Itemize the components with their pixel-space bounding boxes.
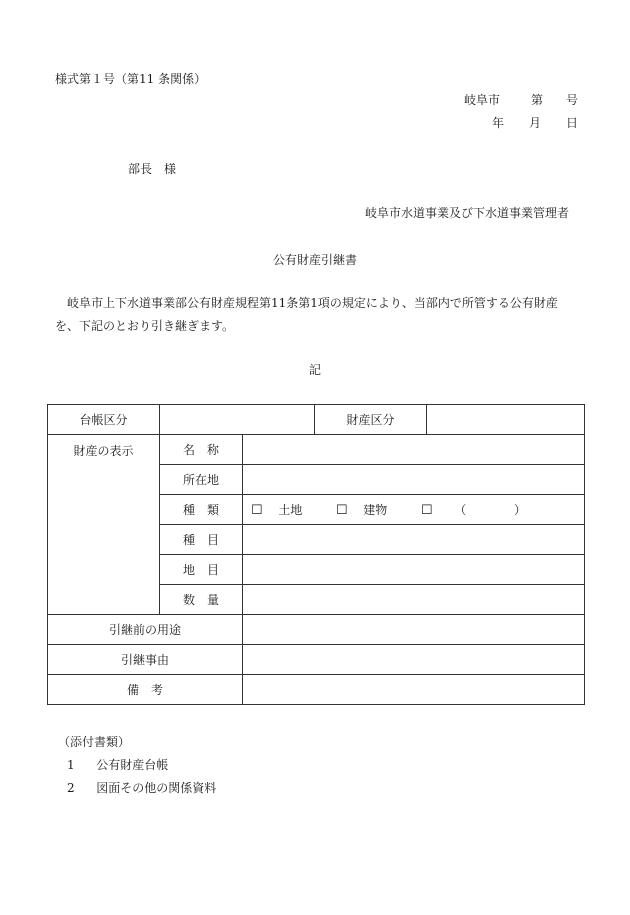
previous-use-row bbox=[48, 615, 585, 645]
ledger-class-value[interactable] bbox=[160, 405, 315, 435]
location-label: 所在地 bbox=[160, 465, 243, 495]
property-display-label: 財産の表示 bbox=[48, 435, 160, 615]
land-category-label: 地 目 bbox=[160, 555, 243, 585]
category-value[interactable] bbox=[243, 525, 585, 555]
reason-row bbox=[48, 645, 585, 675]
addressee: 部長 様 bbox=[128, 162, 177, 176]
remarks-value[interactable] bbox=[243, 675, 585, 705]
body-line-1: 岐阜市上下水道事業部公有財産規程第11条第1項の規定により、当部内で所管する公有財産 bbox=[67, 296, 558, 310]
property-transfer-table bbox=[47, 404, 585, 705]
land-category-value[interactable] bbox=[243, 555, 585, 585]
building-checkbox[interactable]: ☐ bbox=[335, 503, 348, 518]
land-checkbox[interactable]: ☐ bbox=[251, 503, 263, 518]
attachments-heading: （添付書類） bbox=[58, 735, 131, 749]
attachment-number: 2 bbox=[67, 781, 75, 795]
name-row bbox=[48, 435, 585, 465]
category-label: 種 目 bbox=[160, 525, 243, 555]
building-option-label: 建物 bbox=[363, 503, 388, 517]
attachment-item bbox=[67, 758, 168, 772]
month-label: 月 bbox=[529, 116, 542, 130]
year-label: 年 bbox=[492, 116, 505, 130]
day-label: 日 bbox=[566, 116, 579, 130]
property-class-label: 財産区分 bbox=[315, 405, 427, 435]
property-class-value[interactable] bbox=[427, 405, 585, 435]
other-close-paren: ） bbox=[513, 503, 526, 517]
other-checkbox[interactable]: ☐ bbox=[420, 503, 433, 518]
attachment-item bbox=[67, 781, 216, 795]
ki-label: 記 bbox=[309, 363, 322, 377]
sender: 岐阜市水道事業及び下水道事業管理者 bbox=[365, 206, 570, 220]
reason-value[interactable] bbox=[243, 645, 585, 675]
other-open-paren: （ bbox=[454, 503, 467, 517]
previous-use-value[interactable] bbox=[243, 615, 585, 645]
ledger-row bbox=[48, 405, 585, 435]
number-go-label: 号 bbox=[566, 93, 579, 107]
name-label: 名 称 bbox=[160, 435, 243, 465]
remarks-row bbox=[48, 675, 585, 705]
ledger-class-label: 台帳区分 bbox=[48, 405, 160, 435]
body-line-2: を、下記のとおり引き継ぎます。 bbox=[55, 319, 235, 333]
kind-options bbox=[243, 495, 585, 525]
city-label: 岐阜市 bbox=[464, 93, 501, 107]
location-value[interactable] bbox=[243, 465, 585, 495]
attachment-text: 公有財産台帳 bbox=[96, 758, 169, 772]
attachment-number: 1 bbox=[67, 758, 75, 772]
quantity-value[interactable] bbox=[243, 585, 585, 615]
attachment-text: 図面その他の関係資料 bbox=[96, 781, 217, 795]
reason-label: 引継事由 bbox=[48, 645, 243, 675]
name-value[interactable] bbox=[243, 435, 585, 465]
quantity-label: 数 量 bbox=[160, 585, 243, 615]
form-number: 様式第１号（第11 条関係） bbox=[55, 72, 207, 86]
land-option-label: 土地 bbox=[278, 503, 303, 517]
document-title: 公有財産引継書 bbox=[273, 253, 358, 267]
kind-label: 種 類 bbox=[160, 495, 243, 525]
remarks-label: 備 考 bbox=[48, 675, 243, 705]
number-dai-label: 第 bbox=[531, 93, 544, 107]
previous-use-label: 引継前の用途 bbox=[48, 615, 243, 645]
